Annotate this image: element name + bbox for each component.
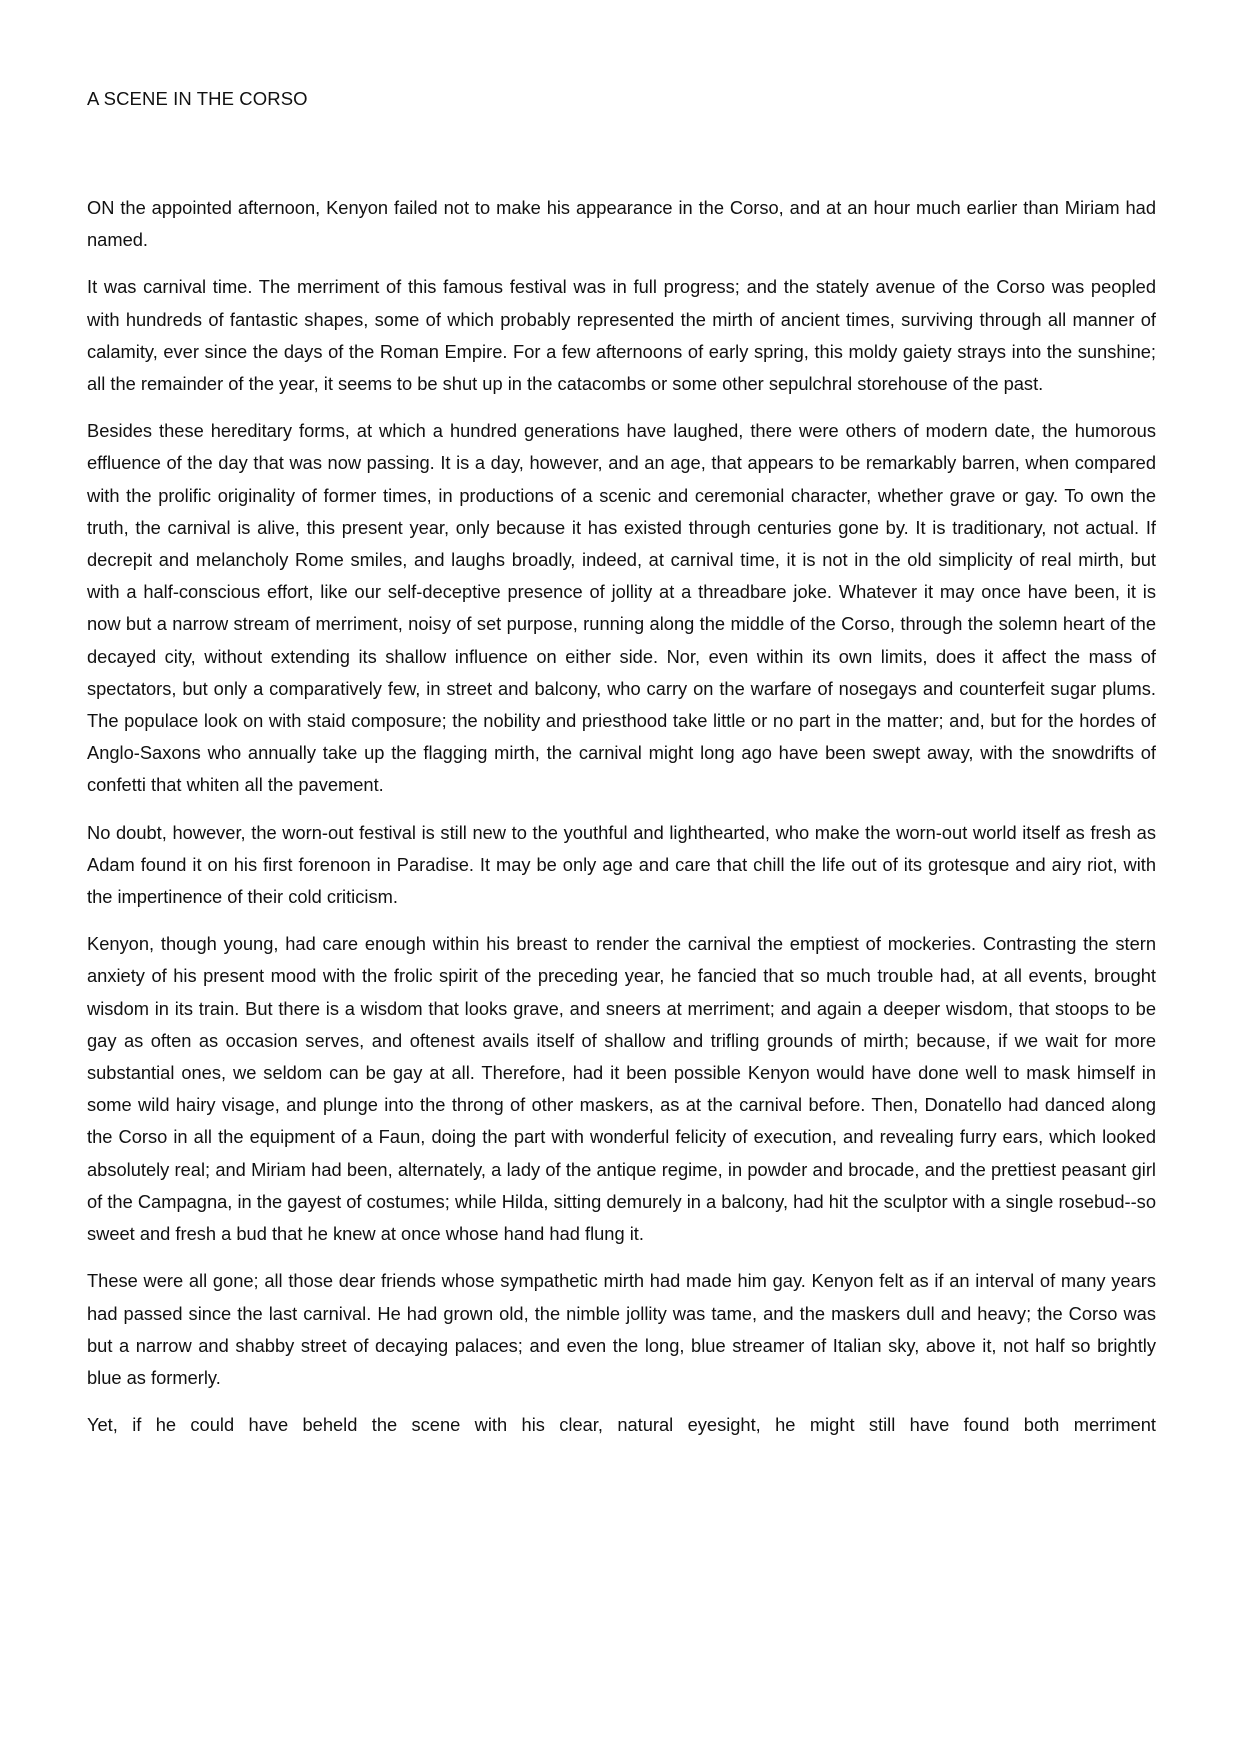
chapter-title: A SCENE IN THE CORSO bbox=[87, 88, 308, 109]
chapter-body bbox=[87, 192, 1156, 1456]
paragraph: These were all gone; all those dear friends whose sympathetic mirth had made him gay. Kenyon felt as if an interval of many years had passed since the last carnival. He had grown old, the nimble jollity was tame, and the maskers dull and heavy; the Corso was but a narrow and shabby street of decaying palaces; and even the long, blue streamer of Italian sky, above it, not half so brightly blue as formerly. bbox=[87, 1270, 1156, 1388]
paragraph: Yet, if he could have beheld the scene with his clear, natural eyesight, he might still have found both merriment bbox=[87, 1414, 1156, 1436]
paragraph: Kenyon, though young, had care enough within his breast to render the carnival the emptiest of mockeries. Contrasting the stern anxiety of his present mood with the frolic spirit of the preceding year, he fancied that so much trouble had, at all events, brought wisdom in its train. But there is a wisdom that looks grave, and sneers at merriment; and again a deeper wisdom, that stoops to be gay as often as occasion serves, and oftenest avails itself of shallow and trifling grounds of mirth; because, if we wait for more substantial ones, we seldom can be gay at all. Therefore, had it been possible Kenyon would have done well to mask himself in some wild hairy visage, and plunge into the throng of other maskers, as at the carnival before. Then, Donatello had danced along the Corso in all the equipment of a Faun, doing the part with wonderful felicity of execution, and revealing furry ears, which looked absolutely real; and Miriam had been, alternately, a lady of the antique regime, in powder and brocade, and the prettiest peasant girl of the Campagna, in the gayest of costumes; while Hilda, sitting demurely in a balcony, had hit the sculptor with a single rosebud--so sweet and fresh a bud that he knew at once whose hand had flung it. bbox=[87, 933, 1156, 1245]
paragraph: No doubt, however, the worn-out festival is still new to the youthful and lighthearted, who make the worn-out world itself as fresh as Adam found it on his first forenoon in Paradise. It may be only age and care that chill the life out of its grotesque and airy riot, with the impertinence of their cold criticism. bbox=[87, 821, 1156, 908]
paragraph: It was carnival time. The merriment of this famous festival was in full progress; and the stately avenue of the Corso was peopled with hundreds of fantastic shapes, some of which probably represented the mirth of ancient times, surviving through all manner of calamity, ever since the days of the Roman Empire. For a few afternoons of early spring, this moldy gaiety strays into the sunshine; all the remainder of the year, it seems to be shut up in the catacombs or some other sepulchral storehouse of the past. bbox=[87, 276, 1156, 395]
paragraph: ON the appointed afternoon, Kenyon failed not to make his appearance in the Corso, and at an hour much earlier than Miriam had named. bbox=[87, 197, 1156, 251]
paragraph: Besides these hereditary forms, at which a hundred generations have laughed, there were others of modern date, the humorous effluence of the day that was now passing. It is a day, however, and an age, that appears to be remarkably barren, when compared with the prolific originality of former times, in productions of a scenic and ceremonial character, whether grave or gay. To own the truth, the carnival is alive, this present year, only because it has existed through centuries gone by. It is traditionary, not actual. If decrepit and melancholy Rome smiles, and laughs broadly, indeed, at carnival time, it is not in the old simplicity of real mirth, but with a half-conscious effort, like our self-deceptive presence of jollity at a threadbare joke. Whatever it may once have been, it is now but a narrow stream of merriment, noisy of set purpose, running along the middle of the Corso, through the solemn heart of the decayed city, without extending its shallow influence on either side. Nor, even within its own limits, does it affect the mass of spectators, but only a comparatively few, in street and balcony, who carry on the warfare of nosegays and counterfeit sugar plums. The populace look on with staid composure; the nobility and priesthood take little or no part in the matter; and, but for the hordes of Anglo-Saxons who annually take up the flagging mirth, the carnival might long ago have been swept away, with the snowdrifts of confetti that whiten all the pavement. bbox=[87, 420, 1156, 796]
